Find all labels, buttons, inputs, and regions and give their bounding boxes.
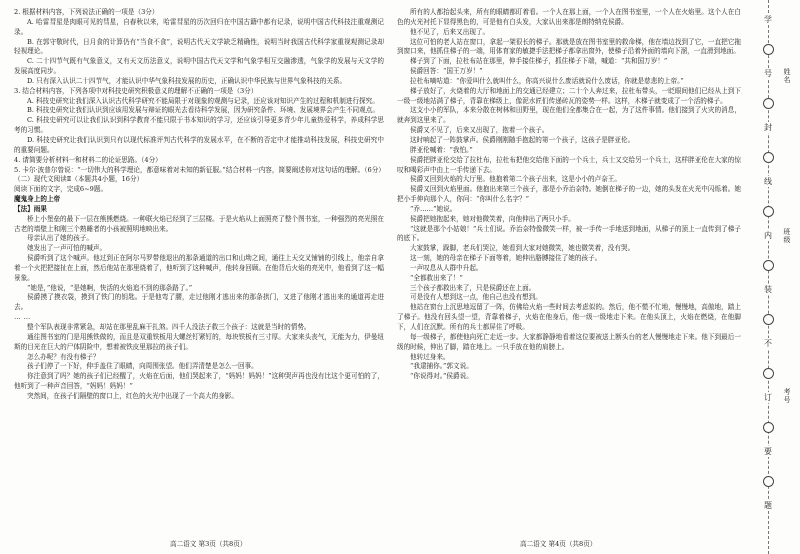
- binding-hole-circle: [763, 368, 774, 379]
- binding-hole-circle: [763, 422, 774, 433]
- passage-author: 【法】雨果: [14, 204, 47, 213]
- binding-strip-char: 题: [764, 501, 772, 510]
- footer-page-4: 高二语文 第4页（共8页）: [520, 540, 597, 548]
- paragraph: A. 科技史研究让我们深入认识古代科学研究不能局限于对现象的观测与记录，还应该对知识产生的过程和机制进行探究。: [27, 96, 379, 105]
- paragraph: “乔……”她说。: [410, 204, 457, 213]
- paragraph: D. 科技史研究让我们认识到只有以现代标准评判古代科学的发展水平，在不断的否定中才能推动科技发展，科技史研究中的重要问题。: [14, 135, 384, 154]
- paragraph: 侯爵摸了摸衣袋，摸到了铁门的钥匙。于是他弯了腰，走过他刚才逃出来的那条拱门，又进了他刚才逃出来的通道再走进去。: [14, 293, 384, 312]
- paragraph: 胖亚伦喊着：“我怕。”: [410, 145, 473, 154]
- paragraph: （二）现代文阅读Ⅱ（本题共4小题，16分）: [14, 175, 144, 184]
- paragraph: 整个军队表现非常紧急，却站在那里乱麻干扎煞。四千人没法子救三个孩子：这就是当时的情势。: [27, 323, 311, 331]
- binding-hole-circle: [763, 314, 774, 325]
- paragraph: 拉杜布嘀咕道：“你爱叫什么就叫什么，你高兴说什么废话就说什么废话，你就是慈悲的上帝。”: [410, 76, 684, 85]
- paragraph: 怎么办呢？有没有梯子？: [27, 352, 100, 361]
- paragraph: “我逮捕你。”郭文说。: [410, 362, 473, 371]
- paragraph: ……: [14, 313, 34, 322]
- paragraph: 5. 卡尔·波普尔曾说：“一切伟大的科学理论，都意味着对未知的新征服。”结合材料一内容，简要阐述你对这句话的理解。（6分）: [14, 165, 385, 174]
- paragraph: 通往图书室的门是用熊铁做的，而且是双重铁板用大螺丝钉紧钉的，每块铁板有三寸厚。大家来头丧气，无能为力，伊曼纽斯的目光在巨大的尸体阴险中，想着被铁皮里那拉的孩子们。: [14, 332, 384, 351]
- paragraph: 三个孩子都救出来了，只是侯爵还在上面。: [410, 283, 536, 292]
- paragraph: 他站在窗台上沉思地逗留了一阵，仿佛给火焰一些时间去考虑似的。然后，他不慌不忙地，慢慢地，高傲地，踏上了梯子。他没有回头望一望，背靠着梯子，火焰在他身后，他一级一级地走下来。在他头顶上，火焰在燃烧，在他脚下，人们在沉默。所有的兵士都屏住了呼吸。: [397, 303, 741, 331]
- binding-hole-circle: [763, 206, 774, 217]
- binding-strip-char: 订: [764, 393, 772, 402]
- binding-strip-char: 装: [764, 285, 772, 294]
- paragraph: 侯爵听到了这个喊声。他过到正在阿尔马罗带他退出的那条通道的出口和山坳之间，通往上天交叉铺铺的引线上，他亲自拿着一个火把把接扯在上面，然后他站在那里烧着了，他听到了这种喊声，他转身回顾。在他背后火焰的亮光中，他看到了这一幅景象。: [14, 254, 384, 282]
- binding-strip-char: 内: [764, 231, 772, 240]
- paragraph: 突然间，在孩子们隔壁的窗口上，红色的火光中出现了一个高大的身影。: [27, 391, 238, 400]
- binding-strip-char: 学: [764, 15, 772, 24]
- candidate-info-box: [782, 28, 792, 528]
- paragraph: 一声叹息从人群中升起。: [410, 263, 483, 272]
- paragraph: C. 二十四节气既有气象意义，又有天文历法意义，说明中国古代天文学和气象学相互交融渗透，气象学的发展与天文学的发展高度同步。: [14, 57, 384, 76]
- binding-hole-circle: [763, 44, 774, 55]
- candidate-info-label: 班级: [783, 228, 791, 244]
- paragraph: 她发出了一声可怕的喊声。: [27, 244, 107, 253]
- passage-title: 魔鬼身上的上帝: [14, 195, 61, 204]
- binding-strip-char: 号: [764, 69, 772, 78]
- paragraph: 桥上小堡垒的最下一层在熊熊燃烧。一种联火焰已经到了三层楼。于是火焰从上面照亮了整个图书室，一种强烈的亮光照在古老的墙壁上和刚三个熟睡者的小孩被照明地映出来。: [14, 214, 384, 233]
- paragraph: B. 科技史研究让我们认识到应该用发展与辩证的眼光去看待科学发展，因为研究条件、环境、发展境界会产生不同观点。: [27, 106, 379, 115]
- paragraph: C. 科技史研究可以让我们认识到科学教育不能只限于书本知识的学习，还应该引导更多青少年儿童热爱科学，养成科学思考的习惯。: [14, 116, 384, 135]
- paragraph: 阅读下面的文字，完成6~9题。: [14, 185, 108, 194]
- paragraph: 他转过身来。: [410, 352, 450, 361]
- paragraph: “这就是那个小姑娘！”兵士们说。乔治奈特像微笑一样，被一手传一手地送到地面，从梯子的顶上一直传到了梯子的底下。: [397, 224, 741, 243]
- binding-strip-char: 要: [764, 447, 772, 456]
- paragraph: 侯爵回答：“国王万岁！”: [410, 67, 483, 76]
- paragraph: 母亲认出了她的孩子。: [27, 234, 93, 243]
- paragraph: 可是没有人想到这一点，他自己也没有想到。: [410, 293, 542, 302]
- binding-dashed-line: [768, 0, 769, 554]
- paragraph: 侯爵又回到火焰的大厅里。他抱着第二个孩子出来，这是小小的卢奈王。: [410, 175, 621, 184]
- paragraph: 这位可怕的老人站在窗口，拿起一架很长的梯子。那就是放在图书室里的救命梯，他在墙边找到了它，一直把它拖到窗口来，他抓住梯子的一端，用体育家的敏捷手法把梯子都拿出窗外，使梯子沿着外面的墙向下溜，一直滑到地面。: [397, 37, 741, 56]
- paragraph: 侯爵把胖亚伦交给了拉杜布，拉杜布把他交给他下面的一个兵士，兵士又交给另一个兵士，这样胖亚伦在大家的惊叹和喝彩声中由上一手传递下去。: [397, 155, 741, 174]
- paragraph: 这时响起了一阵鼓掌声。侯爵刚刚随手抱起的第一个孩子，这孩子是胖亚伦。: [410, 135, 635, 144]
- candidate-info-label: 考号: [783, 388, 791, 404]
- paragraph: 梯子放好了，火烧着的大厅和地面上的交通已经建立；二十个人奔过来，拉杜布带头，一眨眼间他们已经从上到下一级一级地站满了梯子，背靠在梯级上，像泥水匠们传递砖瓦的姿势一样。这样，木梯子就变成了一个活的梯子。: [397, 86, 741, 105]
- binding-hole-circle: [763, 152, 774, 163]
- paragraph: “她是，”他说，“是她啊，快活的火焰追不到的那条路了。”: [27, 283, 193, 292]
- page-4-column: [397, 8, 741, 528]
- paragraph: 4. 请简要分析材料一和材料二的论证思路。（4分）: [14, 155, 162, 164]
- paragraph: 2. 根据材料内容，下列说法正确的一项是（3分）: [14, 8, 159, 16]
- binding-strip-char: 线: [764, 177, 772, 186]
- paragraph: B. 在郭守敬时代，日月食的计算仍有“当食不食”，说明古代天文学缺乏精确性，说明当时我国古代科学家重视观测记录却轻视理论。: [14, 37, 384, 56]
- paragraph: 每一级梯子，都使他向死亡走近一步。大家都静静地看着这位要被送上断头台的老人慢慢地走下来。他下到最后一级的时候，伸出了脚，踏在地上。一只手放在他的肩膀上。: [397, 332, 741, 351]
- paragraph: “全都救出来了！”: [410, 273, 463, 282]
- binding-strip: [748, 0, 800, 554]
- binding-strip-char: 封: [764, 123, 772, 132]
- paragraph: 梯子到了下面，拉杜布站在那里，伸手接住梯子，抓住梯子下端，喊道：“共和国万岁！”: [410, 57, 668, 66]
- paragraph: 你注意到了吗？她的孩子们已经醒了，火焰在后面，他们哭起来了，“妈妈！妈妈！”这种哭声再也没有比这个更可怕的了，他听到了一种声音回答，“妈妈！妈妈！”: [14, 372, 384, 391]
- page-3-column: [14, 8, 384, 528]
- binding-hole-circle: [763, 476, 774, 487]
- paragraph: 侯爵又不见了，后来又出现了，抱着一个孩子。: [410, 126, 549, 135]
- paragraph: 孩子们停了一下好，伸手盖住了眼睛，向周围张望。他们弄清楚是怎么一回事。: [27, 362, 258, 371]
- paragraph: 这支小小的军队，本来分散在树林和田野里，现在他们全都集合在一起，为了这件事情。他们接到了火灾的消息，就奔到这里来了。: [397, 106, 741, 125]
- binding-hole-circle: [763, 98, 774, 109]
- paragraph: 他不见了，后来又出现了。: [410, 27, 490, 36]
- paragraph: “你说得对。”侯爵说。: [410, 372, 473, 381]
- paragraph: A. 哈雷彗星是肉眼可见的彗星，自春秋以来，哈雷彗星的历次回归在中国古籍中都有记录，说明中国古代科技注重观测记录。: [14, 17, 384, 36]
- paragraph: 这一刻，她的母亲在梯子下面等着，她伸出胳膊接住了她的孩子。: [410, 254, 602, 263]
- paragraph: 侯爵把她抱起来，她对他微笑着，向他伸出了两只小手。: [410, 214, 575, 223]
- paragraph: D. 只有深入认识二十四节气，才能认识中华气象科技发展的历史，正确认识中华民族与世界气象科技的关系。: [27, 76, 347, 85]
- paragraph: 所有的人都抬起头来，所有的眼睛都盯着看。一个人在那上面，一个人在图书室里，一个人在火焰里。这个人在白色的火光衬托下显得黑色的，可是他有白头发，大家认出来那是朗特纳克侯爵。: [397, 8, 741, 26]
- candidate-info-label: 姓名: [783, 68, 791, 84]
- binding-hole-circle: [763, 260, 774, 271]
- paragraph: 侯爵又回到火焰里面。他抱出来第三个孩子，那是小乔治奈特。她倒在梯子的一边，她的头发在火光中闪烁着。她把小手伸向那个人，你问：“你叫什么名字？”: [397, 185, 741, 204]
- footer-page-3: 高二语文 第3页（共8页）: [170, 540, 247, 548]
- binding-strip-char: 不: [764, 339, 772, 348]
- paragraph: 3. 结合材料内容，下列各项中对科技史研究积极意义的理解不正确的一项是（3分）: [14, 86, 258, 95]
- paragraph: 大家鼓掌，跺脚，老兵们哭泣，她看到大家对她微笑，她也微笑着，没有哭。: [410, 244, 635, 253]
